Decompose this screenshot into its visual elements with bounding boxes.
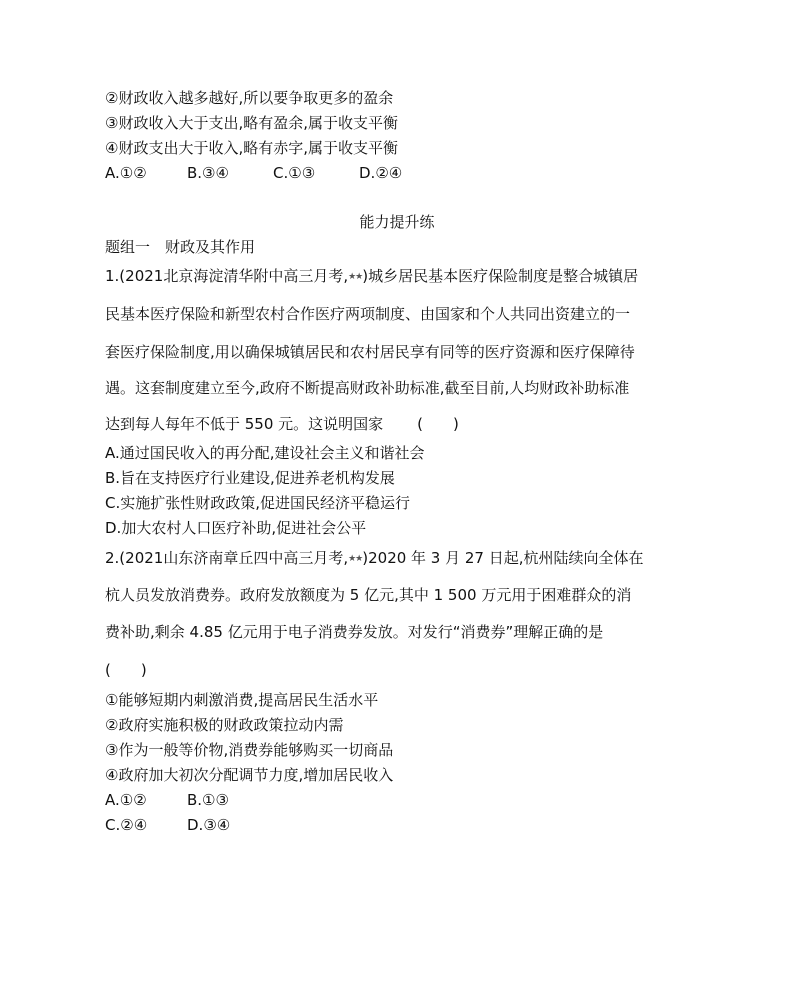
q1-answer-blank: ( ) <box>417 415 459 433</box>
q2-option-a: A.①② <box>105 791 147 809</box>
prev-options <box>105 163 402 183</box>
q2-option-d: D.③④ <box>187 816 231 834</box>
difficulty-star-icon: ★★ <box>348 272 363 282</box>
prev-option-a: A.①② <box>105 164 147 182</box>
q2-option-b: B.①③ <box>187 791 229 809</box>
prev-option-c: C.①③ <box>273 164 316 182</box>
group-title: 题组一 财政及其作用 <box>105 238 256 256</box>
q2-line-2: 杭人员发放消费券。政府发放额度为 5 亿元,其中 1 500 万元用于困难群众的消 <box>105 586 632 604</box>
prev-statement-4: ④财政支出大于收入,略有赤字,属于收支平衡 <box>105 139 398 157</box>
q2-source: 2.(2021山东济南章丘四中高三月考, <box>105 549 349 567</box>
q2-statement-2: ②政府实施积极的财政政策拉动内需 <box>105 716 344 734</box>
q1-option-d: D.加大农村人口医疗补助,促进社会公平 <box>105 519 367 537</box>
section-title: 能力提升练 <box>359 213 435 231</box>
prev-option-d: D.②④ <box>359 164 403 182</box>
q2-options-row-1 <box>105 790 229 810</box>
q1-option-c: C.实施扩张性财政政策,促进国民经济平稳运行 <box>105 494 411 512</box>
q2-statement-4: ④政府加大初次分配调节力度,增加居民收入 <box>105 766 394 784</box>
q2-stem-start: )2020 年 3 月 27 日起,杭州陆续向全体在 <box>362 549 644 567</box>
prev-statement-3: ③财政收入大于支出,略有盈余,属于收支平衡 <box>105 114 398 132</box>
q1-line-3: 套医疗保险制度,用以确保城镇居民和农村居民享有同等的医疗资源和医疗保障待 <box>105 343 635 361</box>
q1-stem-start: )城乡居民基本医疗保险制度是整合城镇居 <box>362 267 639 285</box>
q1-line-4: 遇。这套制度建立至今,政府不断提高财政补助标准,截至目前,人均财政补助标准 <box>105 379 630 397</box>
q1-line-1 <box>105 266 638 287</box>
q1-stem-end: 达到每人每年不低于 550 元。这说明国家 <box>105 415 384 433</box>
q2-options-row-2 <box>105 815 230 835</box>
prev-statement-2: ②财政收入越多越好,所以要争取更多的盈余 <box>105 89 394 107</box>
q2-answer-blank: ( ) <box>105 661 147 679</box>
q1-option-a: A.通过国民收入的再分配,建设社会主义和谐社会 <box>105 444 425 462</box>
prev-option-b: B.③④ <box>187 164 229 182</box>
q2-statement-3: ③作为一般等价物,消费券能够购买一切商品 <box>105 741 394 759</box>
q1-line-5 <box>105 414 459 434</box>
q1-option-b: B.旨在支持医疗行业建设,促进养老机构发展 <box>105 469 395 487</box>
q2-statement-1: ①能够短期内刺激消费,提高居民生活水平 <box>105 691 379 709</box>
q1-line-2: 民基本医疗保险和新型农村合作医疗两项制度、由国家和个人共同出资建立的一 <box>105 305 631 323</box>
q2-line-1 <box>105 548 644 569</box>
q2-option-c: C.②④ <box>105 816 148 834</box>
q2-line-3: 费补助,剩余 4.85 亿元用于电子消费券发放。对发行“消费券”理解正确的是 <box>105 623 604 641</box>
difficulty-star-icon: ★★ <box>348 554 363 564</box>
q1-source: 1.(2021北京海淀清华附中高三月考, <box>105 267 349 285</box>
